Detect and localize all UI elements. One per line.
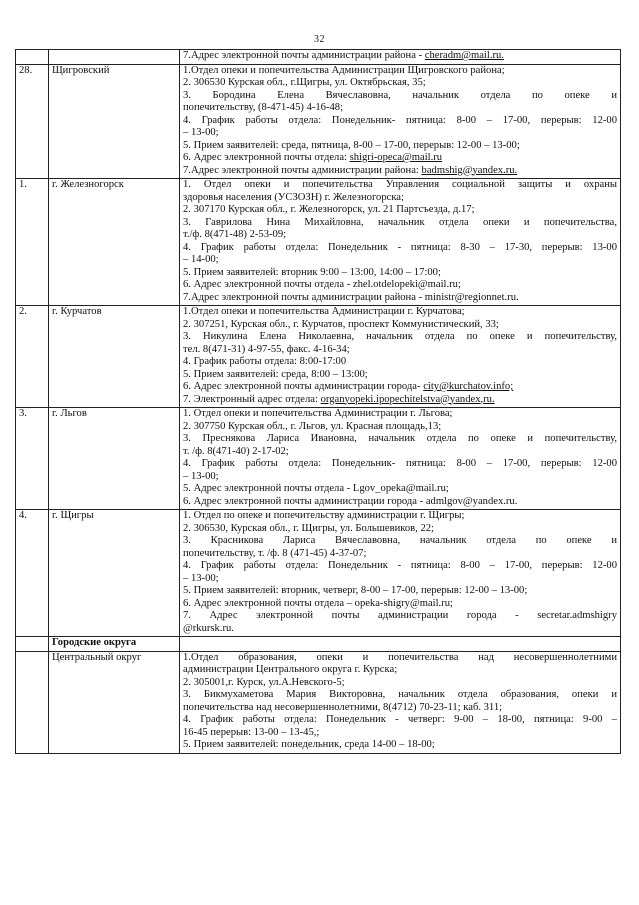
district-contacts-table bbox=[15, 49, 621, 754]
page-number: 32 bbox=[314, 34, 325, 45]
table-row bbox=[16, 179, 621, 306]
email-link[interactable]: organyopeki.ipopechitelstva@yandex,ru. bbox=[320, 393, 495, 405]
email-link[interactable]: shigri-opeca@mail.ru bbox=[349, 152, 443, 163]
district-name: г. Курчатов bbox=[49, 306, 180, 408]
row-number: 1. bbox=[16, 179, 49, 306]
district-name: Щигровский bbox=[49, 64, 180, 179]
details-cell bbox=[180, 50, 621, 65]
table-row bbox=[16, 306, 621, 408]
row-number: 2. bbox=[16, 306, 49, 408]
details-cell: 1.Отдел образования, опеки и попечительства над несовершеннолетними администрации Центрального округа г. Курска; 2. 305001,г. Курск, ул.А.Невского-5; 3. Бикмухаметова Мария Викторовна, начальник отдела образования, опеки и попечительства над несовершеннолетними, 8(4712) 70-23-11; каб. 311; 4. График работы отдела: Понедельник - четверг: 9-00 – 18-00, пятница: 9-00 – 16-45 перерыв: 13-00 – 13-45,; 5. Прием заявителей: понедельник, среда 14-00 – 18-00; bbox=[180, 651, 621, 753]
table-row bbox=[16, 64, 621, 179]
row-number: 3. bbox=[16, 408, 49, 510]
district-name: г. Железногорск bbox=[49, 179, 180, 306]
details-cell: 1. Отдел по опеке и попечительству администрации г. Щигры; 2. 306530, Курская обл., г. Щигры, ул. Большевиков, 22; 3. Красникова Лариса Вячеславовна, начальник отдела по опеке и попечительству, т. /ф. 8 (471-45) 4-37-07; 4. График работы отдела: Понедельник - пятница: 8-00 – 17-00, перерыв: 12-00 – 13-00; 5. Прием заявителей: вторник, четверг, 8-00 – 17-00, перерыв: 12-00 – 13-00; 6. Адрес электронной почты отдела – opeka-shigry@mail.ru; 7. Адрес электронной почты администрации города - secretar.admshigry @rkursk.ru. bbox=[180, 510, 621, 637]
district-name: Центральный округ bbox=[49, 651, 180, 753]
email-link[interactable]: badmshig@yandex.ru. bbox=[421, 164, 518, 176]
table-row bbox=[16, 637, 621, 652]
section-heading: Городские округа bbox=[49, 637, 180, 652]
email-link[interactable]: cheradm@mail.ru. bbox=[424, 50, 504, 61]
email-link[interactable]: city@kurchatov.info; bbox=[423, 381, 514, 392]
detail-line: 7.Адрес электронной почты администрации района - cheradm@mail.ru. bbox=[183, 50, 504, 61]
details-cell: 1. Отдел опеки и попечительства Администрации г. Льгова; 2. 307750 Курская обл., г. Льгов, ул. Красная площадь,13; 3. Преснякова Лариса Ивановна, начальник отдела по опеке и попечительству, т. /ф. 8(471-40) 2-17-02; 4. График работы отдела: Понедельник- пятница: 8-00 – 17-00, перерыв: 12-00 – 13-00; 5. Адрес электронной почты отдела - Lgov_opeka@mail.ru; 6. Адрес электронной почты администрации города - admlgov@yandex.ru. bbox=[180, 408, 621, 510]
row-number: 4. bbox=[16, 510, 49, 637]
district-name: г. Щигры bbox=[49, 510, 180, 637]
table-row bbox=[16, 651, 621, 753]
table-row bbox=[16, 408, 621, 510]
table-row bbox=[16, 510, 621, 637]
details-cell: 1.Отдел опеки и попечительства Администрации Щигровского района; 2. 306530 Курская обл., г.Щигры, ул. Октябрьская, 35; 3. Бородина Елена Вячеславовна, начальник отдела по опеке и попечительству, (8-471-45) 4-16-48; 4. График работы отдела: Понедельник- пятница: 8-00 – 17-00, перерыв: 12-00 – 13-00; 5. Прием заявителей: среда, пятница, 8-00 – 17-00, перерыв: 12-00 – 13-00; 6. Адрес электронной почты отдела: shigri-opeca@mail.ru 7.Адрес электронной почты администрации района: badmshig@yandex.ru. bbox=[180, 64, 621, 179]
details-cell: 1. Отдел опеки и попечительства Управления социальной защиты и охраны здоровья населения (УСЗОЗН) г. Железногорска; 2. 307170 Курская обл., г. Железногорск, ул. 21 Партсъезда, д.17; 3. Гаврилова Нина Михайловна, начальник отдела опеки и попечительства, т./ф. 8(471-48) 2-53-09; 4. График работы отдела: Понедельник - пятница: 8-30 – 17-30, перерыв: 13-00 – 14-00; 5. Прием заявителей: вторник 9:00 – 13:00, 14:00 – 17:00; 6. Адрес электронной почты отдела - zhel.otdelopeki@mail.ru; 7.Адрес электронной почты администрации района - ministr@regionnet.ru. bbox=[180, 179, 621, 306]
details-cell: 1.Отдел опеки и попечительства Администрации г. Курчатова; 2. 307251, Курская обл., г. Курчатов, проспект Коммунистический, 33; 3. Никулина Елена Николаевна, начальник отдела по опеке и попечительству, тел. 8(471-31) 4-97-55, факс. 4-16-34; 4. График работы отдела: 8:00-17:00 5. Прием заявителей: среда, 8:00 – 13:00; 6. Адрес электронной почты администрации города- city@kurchatov.info; 7. Электронный адрес отдела: organyopeki.ipopechitelstva@yandex,ru. bbox=[180, 306, 621, 408]
row-number: 28. bbox=[16, 64, 49, 179]
district-name: г. Льгов bbox=[49, 408, 180, 510]
table-row bbox=[16, 50, 621, 65]
